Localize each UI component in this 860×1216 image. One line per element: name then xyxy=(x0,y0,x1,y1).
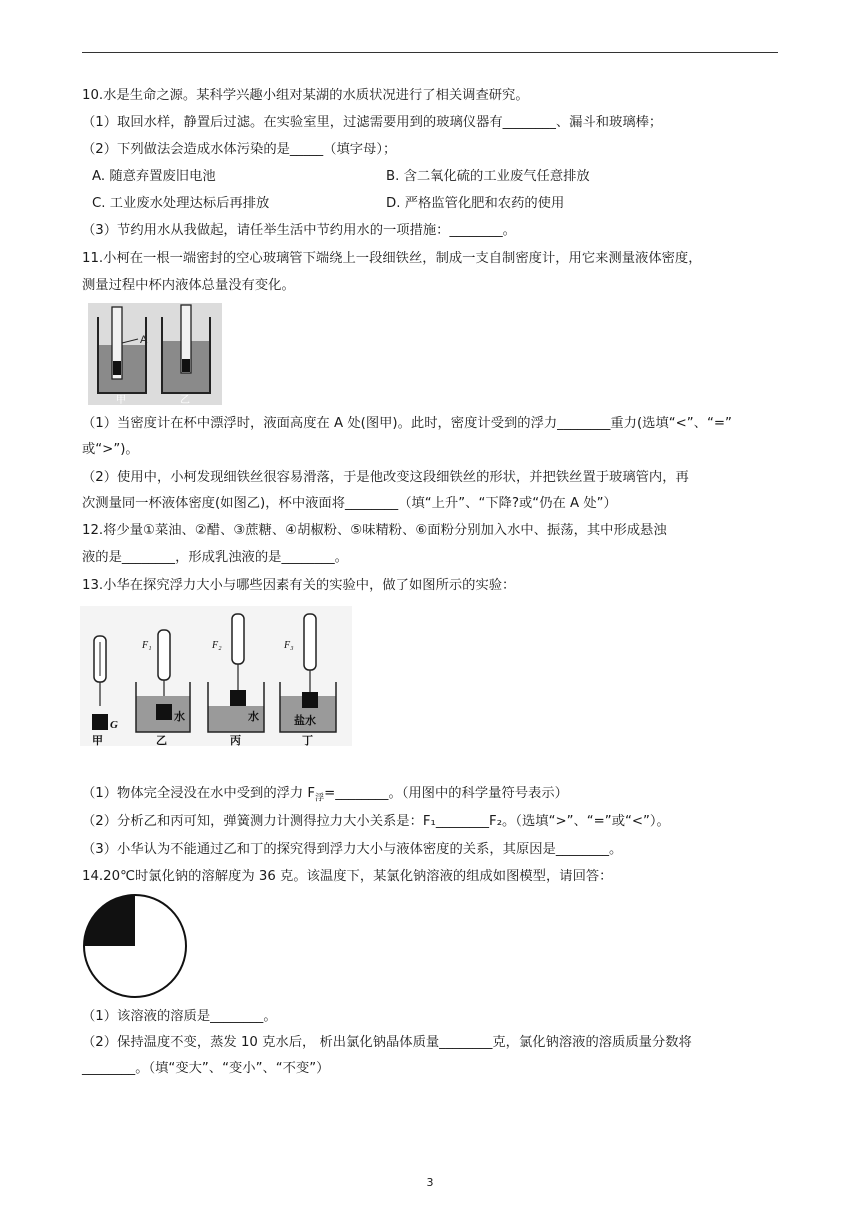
q13-stem: 13.小华在探究浮力大小与哪些因素有关的实验中，做了如图所示的实验： xyxy=(82,578,516,593)
q10-stem: 10.水是生命之源。某科学兴趣小组对某湖的水质状况进行了相关调查研究。 xyxy=(82,88,529,103)
q10-option-c: C. 工业废水处理达标后再排放 xyxy=(92,196,270,211)
q12-line1: 12.将少量①菜油、②醋、③蔗糖、④胡椒粉、⑤味精粉、⑥面粉分别加入水中、振荡，其中形成悬浊 xyxy=(82,523,667,538)
fig-caption-bing: 丙 xyxy=(230,734,241,746)
q10-part3: （3）节约用水从我做起，请任举生活中节约用水的一项措施：________。 xyxy=(82,223,516,238)
q11-stem-line1: 11.小柯在一根一端密封的空心玻璃管下端绕上一段细铁丝，制成一支自制密度计，用它来测量液体密度， xyxy=(82,251,702,266)
fig-caption-jia: 甲 xyxy=(92,734,103,746)
q11-part1-line1: （1）当密度计在杯中漂浮时，液面高度在 A 处(图甲)。此时，密度计受到的浮力________重力(选填“<”、“=” xyxy=(82,416,732,431)
fig-label-g: G xyxy=(110,719,118,731)
q14-part1: （1）该溶液的溶质是________。 xyxy=(82,1009,277,1024)
q11-part1-line2: 或“>”)。 xyxy=(82,442,139,457)
page-number: 3 xyxy=(426,1176,434,1189)
fig-label-f1: F₁ xyxy=(142,640,152,651)
q10-option-d: D. 严格监管化肥和农药的使用 xyxy=(386,196,565,211)
q13-part1-pre: （1）物体完全浸没在水中受到的浮力 F xyxy=(82,786,316,801)
q11-part2-line1: （2）使用中，小柯发现细铁丝很容易滑落，于是他改变这段细铁丝的形状，并把铁丝置于玻璃管内，再 xyxy=(82,470,689,485)
q13-part3: （3）小华认为不能通过乙和丁的探究得到浮力大小与液体密度的关系，其原因是________。 xyxy=(82,842,623,857)
q13-part2: （2）分析乙和丙可知，弹簧测力计测得拉力大小关系是：F₁________F₂。（选填“>”、“=”或“<”）。 xyxy=(82,814,670,829)
q11-part2-line2: 次测量同一杯液体密度(如图乙)，杯中液面将________（填“上升”、“下降?或“仍在 A 处”） xyxy=(82,496,617,511)
fig-caption-ding: 丁 xyxy=(302,734,313,746)
q13-part1-post: =________。（用图中的科学量符号表示） xyxy=(324,786,568,801)
fig-label-water1: 水 xyxy=(174,710,185,723)
fig-label-f3: F₃ xyxy=(284,640,294,651)
fig-label-jia: 甲 xyxy=(116,395,126,405)
q10-option-b: B. 含二氧化硫的工业废气任意排放 xyxy=(386,169,590,184)
q11-stem-line2: 测量过程中杯内液体总量没有变化。 xyxy=(82,278,295,293)
q10-part1: （1）取回水样，静置后过滤。在实验室里，过滤需要用到的玻璃仪器有________、漏斗和玻璃棒； xyxy=(82,115,663,130)
q14-part2-line1: （2）保持温度不变，蒸发 10 克水后， 析出氯化钠晶体质量________克，氯化钠溶液的溶质质量分数将 xyxy=(82,1035,692,1050)
q10-option-a: A. 随意弃置废旧电池 xyxy=(92,169,216,184)
fig-label-water2: 水 xyxy=(248,710,259,723)
q14-stem: 14.20℃时氯化钠的溶解度为 36 克。该温度下，某氯化钠溶液的组成如图模型，请回答： xyxy=(82,869,613,884)
fig-label-a: A xyxy=(140,334,148,346)
hydrometer-figure xyxy=(88,303,222,405)
buoyancy-experiment-figure xyxy=(80,606,352,746)
solution-model-pie xyxy=(80,892,190,1000)
q10-part2: （2）下列做法会造成水体污染的是_____（填字母）； xyxy=(82,142,397,157)
q14-part2-line2: ________。（填“变大”、“变小”、“不变”） xyxy=(82,1061,330,1076)
q13-part1 xyxy=(82,785,568,808)
q13-part1-sub: 浮 xyxy=(315,793,325,804)
fig-label-f2: F₂ xyxy=(212,640,222,651)
fig-caption-yi: 乙 xyxy=(156,734,167,746)
fig-label-saltwater: 盐水 xyxy=(294,714,316,727)
fig-label-yi: 乙 xyxy=(180,395,190,405)
q12-line2: 液的是________，形成乳浊液的是________。 xyxy=(82,550,348,565)
header-rule xyxy=(82,52,778,53)
